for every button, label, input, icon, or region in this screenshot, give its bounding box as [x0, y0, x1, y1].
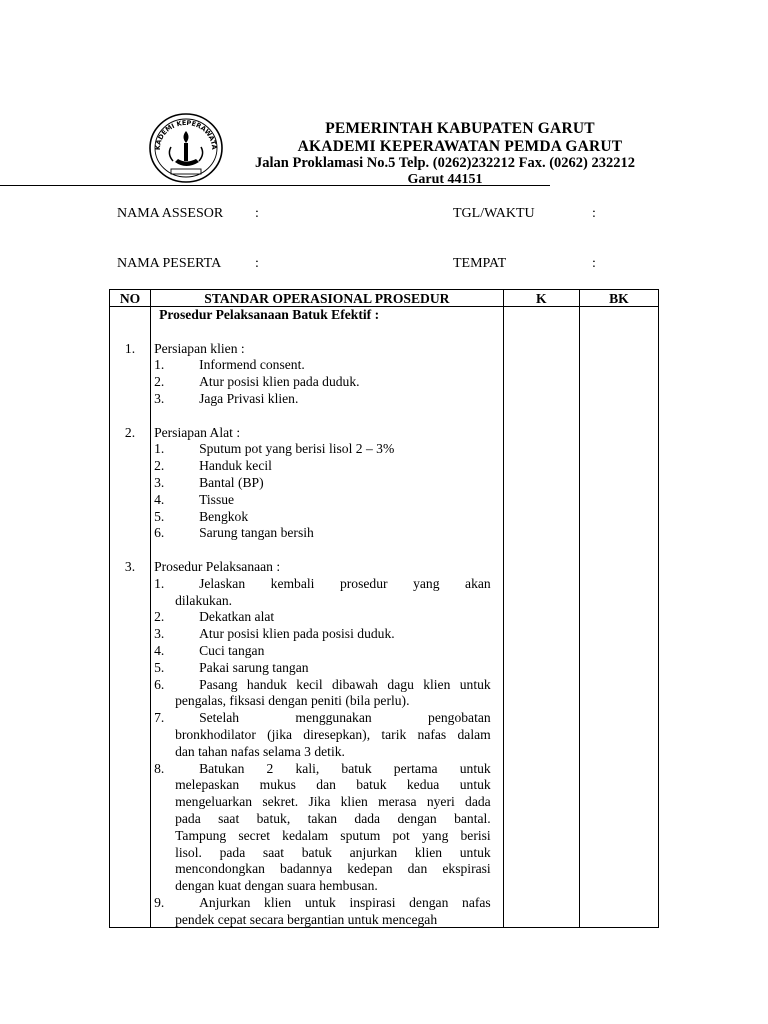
item-text: mencondongkan badannya kedepan dan ekspirasi	[175, 861, 491, 877]
svg-text:AKADEMI KEPERAWATAN: KADEMI KEPERAWATA	[153, 118, 219, 151]
spacer	[110, 895, 150, 912]
item-number: 1.	[154, 357, 165, 373]
item-text: Bengkok	[199, 508, 249, 524]
peserta-label: NAMA PESERTA	[117, 256, 222, 271]
header-government: PEMERINTAH KABUPATEN GARUT	[325, 120, 595, 137]
spacer	[110, 777, 150, 794]
procedure-line	[151, 593, 503, 610]
section-number: 2.	[124, 424, 136, 440]
logo-seal-icon	[147, 107, 225, 185]
spacer	[110, 357, 150, 374]
spacer	[110, 878, 150, 895]
procedure-line	[151, 845, 503, 862]
no-column-cell	[110, 307, 151, 928]
spacer	[110, 391, 150, 408]
item-number: 9.	[154, 894, 165, 910]
procedure-title: Prosedur Pelaksanaan Batuk Efektif :	[159, 307, 380, 322]
spacer	[110, 643, 150, 660]
item-number: 4.	[154, 642, 165, 658]
procedure-line	[151, 357, 503, 374]
procedure-line	[151, 643, 503, 660]
spacer	[110, 307, 150, 324]
procedure-line	[151, 458, 503, 475]
section-number: 3.	[124, 558, 136, 574]
procedure-line	[151, 693, 503, 710]
spacer	[110, 626, 150, 643]
item-number: 5.	[154, 508, 165, 524]
k-column-cell[interactable]	[503, 307, 579, 928]
spacer	[110, 912, 150, 927]
procedure-line	[151, 777, 503, 794]
item-text: lisol. pada saat batuk anjurkan klien untuk	[175, 844, 491, 860]
item-text: pendek cepat secara bergantian untuk mencegah	[175, 911, 438, 927]
procedure-line	[151, 660, 503, 677]
procedure-line	[151, 492, 503, 509]
item-number: 3.	[154, 390, 165, 406]
item-text: melepaskan mukus dan batuk kedua untuk	[175, 777, 491, 793]
procedure-line	[151, 912, 503, 927]
spacer	[110, 794, 150, 811]
item-text: bronkhodilator (jika diresepkan), tarik nafas dalam	[175, 726, 491, 742]
procedure-line	[151, 609, 503, 626]
header-divider	[0, 185, 550, 186]
item-text: Sarung tangan bersih	[199, 525, 314, 541]
spacer	[110, 509, 150, 526]
item-text: mengeluarkan sekret. Jika klien merasa nyeri dada	[175, 794, 491, 810]
assesor-colon: :	[255, 206, 259, 221]
sop-table	[109, 289, 659, 928]
item-text: Tissue	[199, 491, 235, 507]
spacer	[110, 828, 150, 845]
item-text: Pasang handuk kecil dibawah dagu klien untuk	[199, 676, 491, 692]
procedure-line	[151, 626, 503, 643]
spacer	[110, 677, 150, 694]
spacer	[110, 525, 150, 542]
item-number: 8.	[154, 760, 165, 776]
table-row	[110, 307, 659, 928]
item-text: Setelah menggunakan pengobatan	[199, 710, 491, 726]
procedure-line	[151, 441, 503, 458]
procedure-line	[151, 710, 503, 727]
item-text: dan tahan nafas selama 3 detik.	[175, 743, 345, 759]
item-number: 5.	[154, 659, 165, 675]
procedure-line	[151, 878, 503, 895]
spacer	[110, 761, 150, 778]
spacer	[110, 374, 150, 391]
spacer	[110, 861, 150, 878]
procedure-line	[151, 761, 503, 778]
section-heading: Prosedur Pelaksanaan :	[154, 558, 281, 574]
procedure-line	[151, 744, 503, 761]
peserta-colon: :	[255, 256, 259, 271]
spacer	[110, 811, 150, 828]
item-text: Jelaskan kembali prosedur yang akan	[199, 575, 491, 591]
procedure-line	[151, 509, 503, 526]
tgl-waktu-label: TGL/WAKTU	[453, 206, 535, 221]
spacer	[110, 609, 150, 626]
procedure-line	[151, 542, 503, 559]
col-header-k: K	[503, 290, 579, 307]
tgl-waktu-colon: :	[592, 206, 596, 221]
spacer	[110, 324, 150, 341]
spacer	[110, 710, 150, 727]
spacer	[110, 458, 150, 475]
item-text: Atur posisi klien pada duduk.	[199, 374, 360, 390]
item-text: Dekatkan alat	[199, 609, 275, 625]
academy-logo	[147, 107, 225, 185]
procedure-line	[151, 861, 503, 878]
tempat-colon: :	[592, 256, 596, 271]
col-header-sop: STANDAR OPERASIONAL PROSEDUR	[151, 290, 504, 307]
item-number: 6.	[154, 676, 165, 692]
spacer	[110, 542, 150, 559]
procedure-line	[151, 525, 503, 542]
section-heading: Persiapan Alat :	[154, 424, 241, 440]
spacer	[110, 408, 150, 425]
item-number: 1.	[154, 441, 165, 457]
item-text: Bantal (BP)	[199, 474, 264, 490]
item-number: 1.	[154, 575, 165, 591]
procedure-line	[151, 475, 503, 492]
procedure-line	[151, 374, 503, 391]
spacer	[110, 744, 150, 761]
item-text: Handuk kecil	[199, 458, 272, 474]
procedure-line	[151, 895, 503, 912]
item-number: 7.	[154, 710, 165, 726]
col-header-no: NO	[110, 290, 151, 307]
section-number: 1.	[124, 340, 136, 356]
item-text: Pakai sarung tangan	[199, 659, 309, 675]
spacer	[110, 845, 150, 862]
item-number: 6.	[154, 525, 165, 541]
item-text: pada saat batuk, takan dada dengan bantal.	[175, 810, 491, 826]
spacer	[110, 727, 150, 744]
item-text: Cuci tangan	[199, 642, 265, 658]
item-text: pengalas, fiksasi dengan peniti (bila perlu).	[175, 693, 410, 709]
procedure-line	[151, 391, 503, 408]
item-text: dilakukan.	[175, 592, 233, 608]
item-number: 2.	[154, 458, 165, 474]
spacer	[110, 593, 150, 610]
item-text: Jaga Privasi klien.	[199, 390, 299, 406]
procedure-line	[151, 576, 503, 593]
procedure-line	[151, 794, 503, 811]
item-text: dengan kuat dengan suara hembusan.	[175, 878, 378, 894]
procedure-line	[151, 408, 503, 425]
sop-column-cell	[151, 307, 504, 928]
header-city: Garut 44151	[407, 172, 483, 187]
spacer	[110, 475, 150, 492]
header-address: Jalan Proklamasi No.5 Telp. (0262)232212 Fax. (0262) 232212	[255, 155, 635, 171]
bk-column-cell[interactable]	[579, 307, 658, 928]
procedure-line	[151, 324, 503, 341]
spacer	[110, 576, 150, 593]
procedure-line	[151, 828, 503, 845]
item-number: 4.	[154, 491, 165, 507]
col-header-bk: BK	[579, 290, 658, 307]
item-number: 2.	[154, 374, 165, 390]
table-header-row	[110, 290, 659, 307]
item-number: 3.	[154, 626, 165, 642]
assesor-label: NAMA ASSESOR	[117, 206, 224, 221]
header-academy: AKADEMI KEPERAWATAN PEMDA GARUT	[297, 138, 623, 155]
spacer	[110, 660, 150, 677]
procedure-line	[151, 727, 503, 744]
tempat-label: TEMPAT	[453, 256, 507, 271]
item-number: 2.	[154, 609, 165, 625]
item-number: 3.	[154, 474, 165, 490]
section-heading: Persiapan klien :	[154, 340, 245, 356]
item-text: Anjurkan klien untuk inspirasi dengan nafas	[199, 894, 491, 910]
procedure-line	[151, 677, 503, 694]
item-text: Tampung secret kedalam sputum pot yang berisi	[175, 827, 491, 843]
item-text: Sputum pot yang berisi lisol 2 – 3%	[199, 441, 395, 457]
item-text: Batukan 2 kali, batuk pertama untuk	[199, 760, 491, 776]
item-text: Informend consent.	[199, 357, 305, 373]
spacer	[110, 492, 150, 509]
spacer	[110, 693, 150, 710]
spacer	[110, 441, 150, 458]
item-text: Atur posisi klien pada posisi duduk.	[199, 626, 395, 642]
procedure-line	[151, 811, 503, 828]
